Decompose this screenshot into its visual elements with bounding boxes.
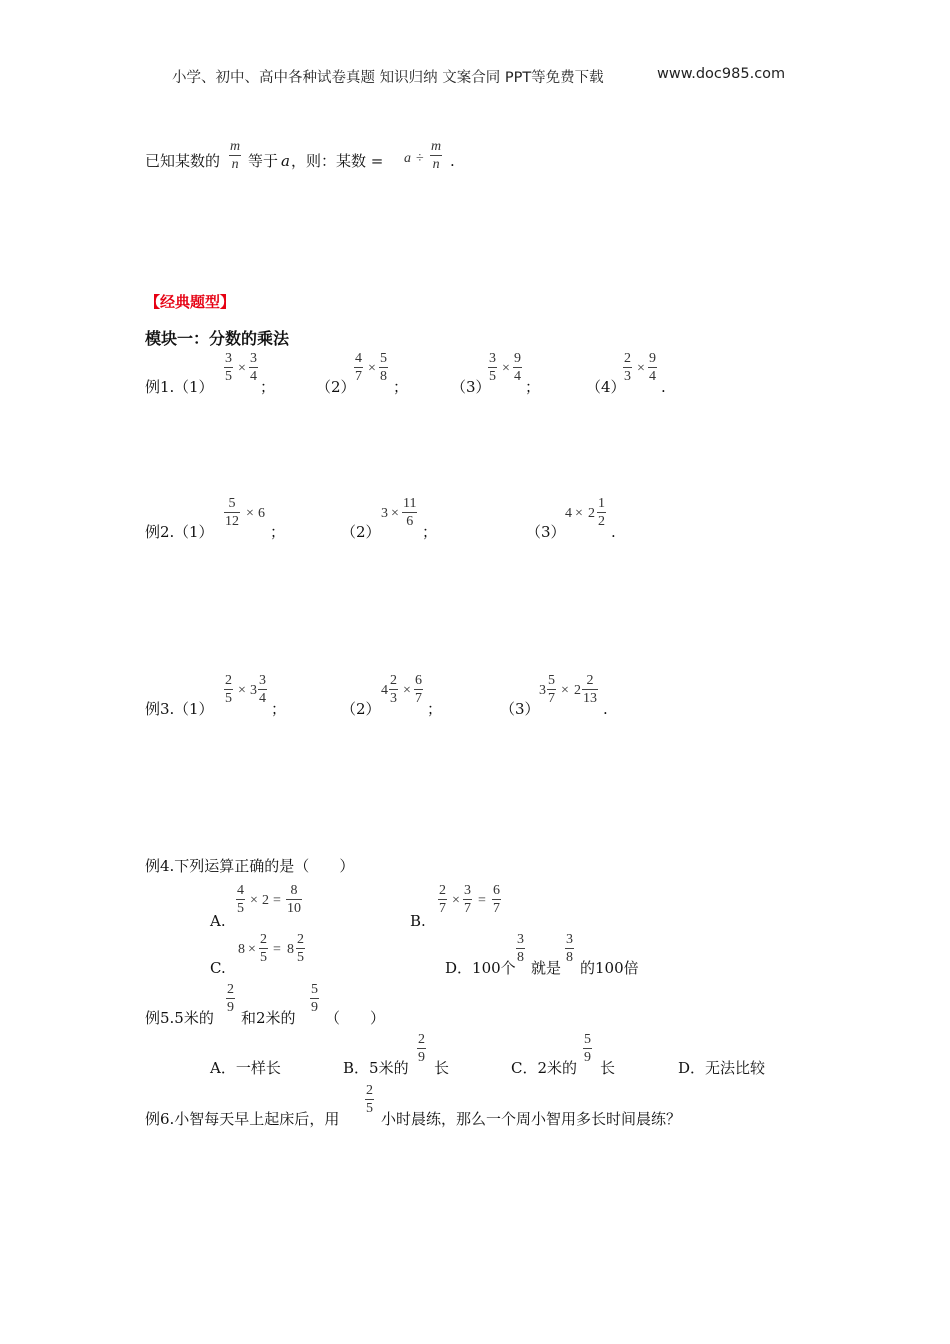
intro-tail: ，则：某数 = bbox=[291, 152, 384, 170]
ex5-frac1: 2 9 bbox=[227, 982, 234, 1015]
ex1-part2: （2） bbox=[316, 378, 356, 396]
ex1d-frac1: 2 3 bbox=[624, 351, 631, 384]
ex5-option-b-frac: 2 9 bbox=[418, 1032, 425, 1065]
ex2-label: 例2. bbox=[145, 523, 175, 541]
ex1c-frac1: 3 5 bbox=[489, 351, 496, 384]
ex2a-frac: 5 12 bbox=[225, 496, 239, 529]
intro-var-a: a bbox=[281, 152, 290, 170]
ex3c-end: . bbox=[603, 700, 608, 718]
ex1a-frac1: 3 5 bbox=[225, 351, 232, 384]
ex5-post: （ ） bbox=[325, 1009, 386, 1027]
ex3a-sep: ； bbox=[271, 700, 287, 718]
ex1a-frac2: 3 4 bbox=[250, 351, 257, 384]
ex2-part3: （3） bbox=[526, 523, 566, 541]
ex4b-frac1: 2 7 bbox=[439, 883, 446, 916]
ex3b-frac2: 6 7 bbox=[415, 673, 422, 706]
ex5-pre: 例5.5米的 bbox=[145, 1009, 214, 1027]
ex3a-frac2: 3 4 bbox=[259, 673, 266, 706]
ex3a-times: × bbox=[238, 683, 246, 698]
ex1d-end: . bbox=[661, 378, 666, 396]
ex1c-frac2: 9 4 bbox=[514, 351, 521, 384]
ex1b-sep: ； bbox=[393, 378, 409, 396]
ex1-part1: （1） bbox=[174, 378, 214, 396]
ex5-option-b-pre: B．5米的 bbox=[343, 1059, 409, 1077]
ex1d-times: × bbox=[637, 361, 645, 376]
ex4b-frac3: 6 7 bbox=[493, 883, 500, 916]
intro-mid: 等于 bbox=[248, 152, 279, 170]
ex1b-frac1: 4 7 bbox=[355, 351, 362, 384]
ex4a-frac2: 8 10 bbox=[287, 883, 301, 916]
ex3a-whole: 3 bbox=[250, 683, 257, 698]
ex1b-times: × bbox=[368, 361, 376, 376]
ex3c-times: × bbox=[561, 683, 569, 698]
ex3-part3: （3） bbox=[500, 700, 540, 718]
ex2b-sep: ； bbox=[422, 523, 438, 541]
ex1-label: 例1. bbox=[145, 378, 175, 396]
ex4a-frac1: 4 5 bbox=[237, 883, 244, 916]
ex2c-end: . bbox=[611, 523, 616, 541]
ex4c-eq: = bbox=[273, 942, 281, 957]
ex5-option-a: A．一样长 bbox=[210, 1059, 281, 1077]
ex2b-times: × bbox=[391, 506, 399, 521]
module-title: 模块一：分数的乘法 bbox=[145, 329, 290, 348]
ex2-part2: （2） bbox=[341, 523, 381, 541]
ex4a-times: × bbox=[250, 893, 258, 908]
ex5-option-c-post: 长 bbox=[600, 1059, 616, 1077]
ex4-option-c-label: C. bbox=[210, 959, 226, 977]
ex4b-eq: = bbox=[478, 893, 486, 908]
ex2c-int: 4 bbox=[565, 506, 572, 521]
header-text: 小学、初中、高中各种试卷真题 知识归纳 文案合同 PPT等免费下载 bbox=[172, 70, 604, 86]
ex4d-frac2: 3 8 bbox=[566, 932, 573, 965]
ex4-option-d-post: 的100倍 bbox=[580, 959, 639, 977]
ex2-part1: （1） bbox=[174, 523, 214, 541]
ex4c-whole: 8 bbox=[287, 942, 294, 957]
intro-lead: 已知某数的 bbox=[145, 152, 221, 170]
section-title: 【经典题型】 bbox=[145, 293, 236, 311]
ex4c-int: 8 bbox=[238, 942, 245, 957]
ex3b-sep: ； bbox=[427, 700, 443, 718]
ex4c-frac2: 2 5 bbox=[297, 932, 304, 965]
ex3b-whole: 4 bbox=[381, 683, 388, 698]
ex3b-times: × bbox=[403, 683, 411, 698]
ex3c-whole1: 3 bbox=[539, 683, 546, 698]
ex2b-int: 3 bbox=[381, 506, 388, 521]
ex4c-times: × bbox=[248, 942, 256, 957]
ex5-option-c-frac: 5 9 bbox=[584, 1032, 591, 1065]
ex4-option-d-mid: 就是 bbox=[531, 959, 562, 977]
fraction-m-over-n: m n bbox=[230, 139, 241, 172]
rhs-fraction: m n bbox=[431, 139, 442, 172]
ex1-part3: （3） bbox=[451, 378, 491, 396]
ex3c-frac2: 2 13 bbox=[583, 673, 597, 706]
ex2c-whole: 2 bbox=[588, 506, 595, 521]
ex1c-times: × bbox=[502, 361, 510, 376]
ex4a-int: 2 bbox=[262, 893, 269, 908]
ex2c-times: × bbox=[575, 506, 583, 521]
ex2a-sep: ； bbox=[270, 523, 286, 541]
ex4a-eq: = bbox=[273, 893, 281, 908]
ex3b-frac1: 2 3 bbox=[390, 673, 397, 706]
header-site: www.doc985.com bbox=[657, 66, 786, 82]
ex6-pre: 例6.小智每天早上起床后，用 bbox=[145, 1110, 340, 1128]
ex3-label: 例3. bbox=[145, 700, 175, 718]
ex4-question: 例4.下列运算正确的是（ ） bbox=[145, 857, 355, 875]
ex1a-times: × bbox=[238, 361, 246, 376]
ex5-option-c-pre: C．2米的 bbox=[511, 1059, 578, 1077]
ex2b-frac: 11 6 bbox=[403, 496, 417, 529]
intro-end: . bbox=[450, 152, 455, 170]
ex3-part2: （2） bbox=[341, 700, 381, 718]
divide-sign: ÷ bbox=[416, 151, 424, 166]
ex6-frac: 2 5 bbox=[366, 1083, 373, 1116]
ex1-part4: （4） bbox=[586, 378, 626, 396]
ex4b-times: × bbox=[452, 893, 460, 908]
ex4d-frac1: 3 8 bbox=[517, 932, 524, 965]
ex3c-frac1: 5 7 bbox=[548, 673, 555, 706]
ex5-option-b-post: 长 bbox=[434, 1059, 450, 1077]
ex2c-frac: 1 2 bbox=[598, 496, 605, 529]
ex1c-sep: ； bbox=[525, 378, 541, 396]
ex4-option-b-label: B. bbox=[410, 912, 426, 930]
ex3a-frac1: 2 5 bbox=[225, 673, 232, 706]
ex4-option-a-label: A. bbox=[210, 912, 226, 930]
ex4-option-d-pre: D．100个 bbox=[445, 959, 516, 977]
ex2a-int: 6 bbox=[258, 506, 265, 521]
ex1a-sep: ； bbox=[260, 378, 276, 396]
ex1b-frac2: 5 8 bbox=[380, 351, 387, 384]
ex3-part1: （1） bbox=[174, 700, 214, 718]
ex4b-frac2: 3 7 bbox=[464, 883, 471, 916]
ex1d-frac2: 9 4 bbox=[649, 351, 656, 384]
ex5-frac2: 5 9 bbox=[311, 982, 318, 1015]
ex2a-times: × bbox=[246, 506, 254, 521]
ex6-post: 小时晨练，那么一个周小智用多长时间晨练？ bbox=[381, 1110, 682, 1128]
rhs-a: a bbox=[404, 151, 411, 166]
ex3c-whole2: 2 bbox=[574, 683, 581, 698]
ex4c-frac1: 2 5 bbox=[260, 932, 267, 965]
ex5-mid: 和2米的 bbox=[241, 1009, 296, 1027]
ex5-option-d: D．无法比较 bbox=[678, 1059, 766, 1077]
